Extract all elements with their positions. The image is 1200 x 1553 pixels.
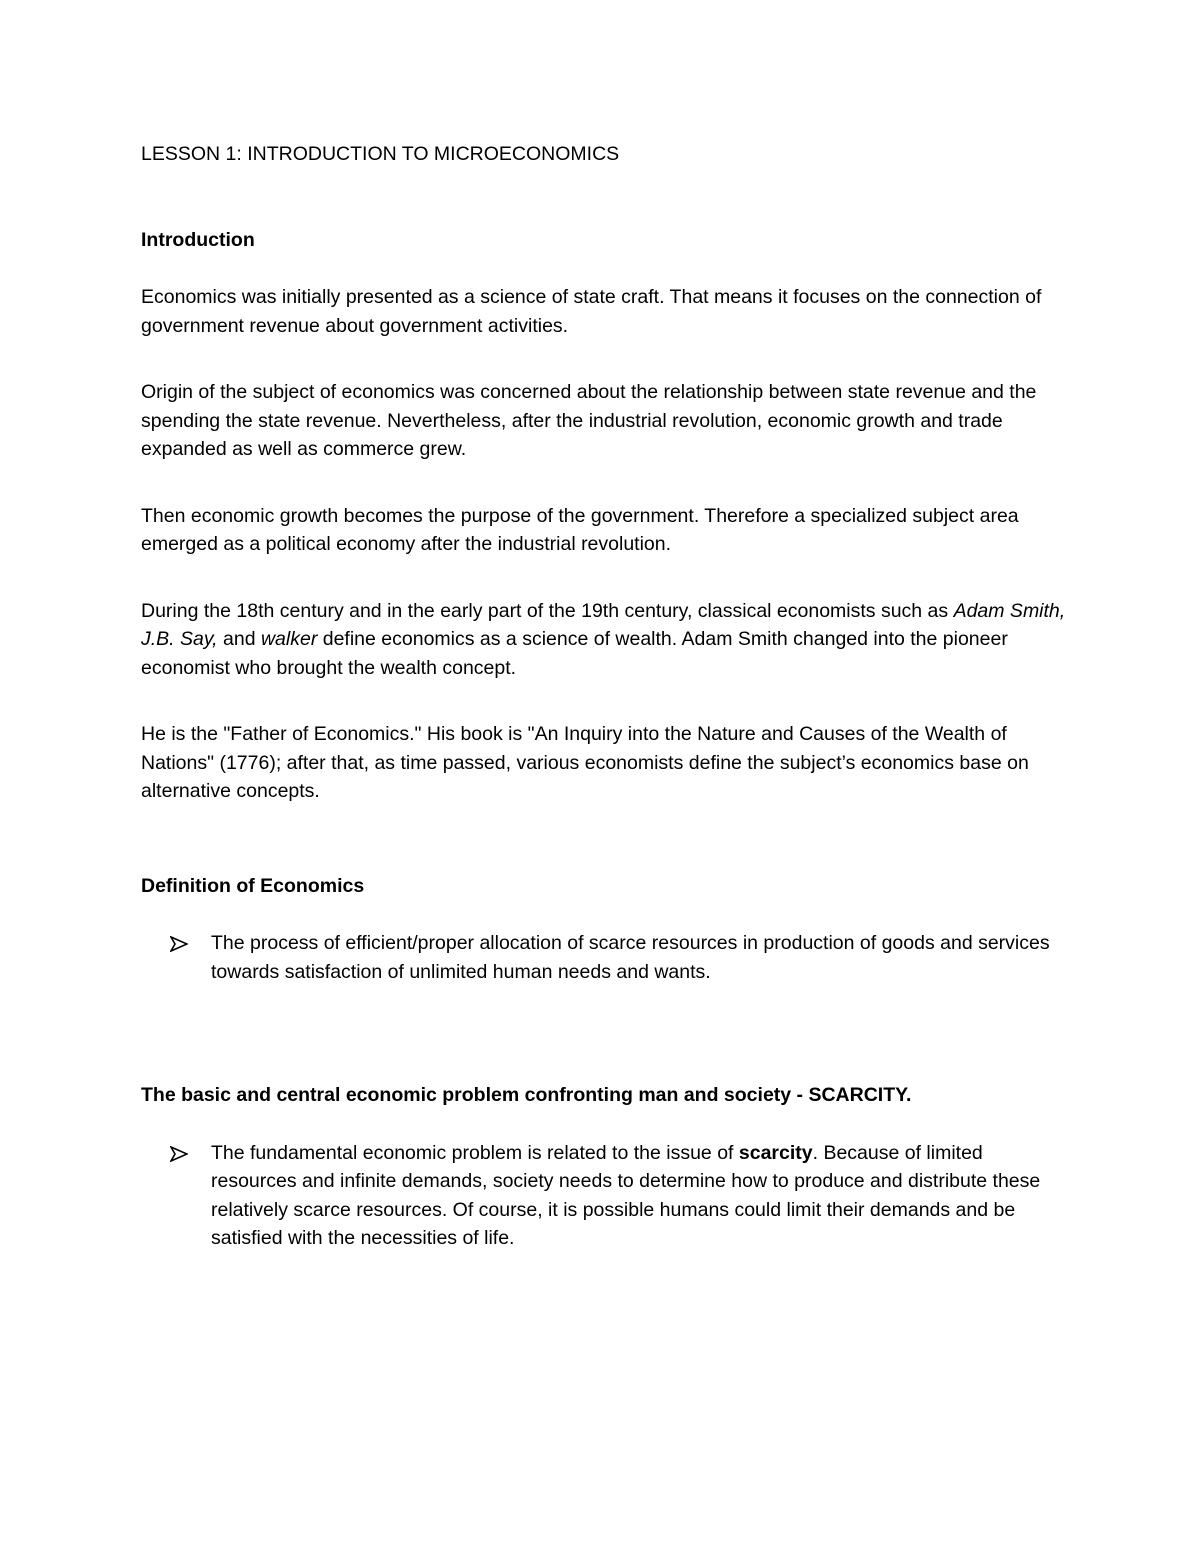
p4-before: During the 18th century and in the early part of the 19th century, classical economists such as bbox=[141, 599, 954, 622]
document-page bbox=[141, 140, 1071, 1253]
p4-and: and bbox=[217, 628, 261, 650]
scarcity-keyword: scarcity bbox=[738, 1141, 813, 1164]
definition-bullet bbox=[141, 929, 1071, 986]
intro-paragraph-1: Economics was initially presented as a science of state craft. That means it focuses on the connection of government revenue about government activities. bbox=[141, 286, 1042, 337]
lesson-title: LESSON 1: INTRODUCTION TO MICROECONOMICS bbox=[141, 143, 620, 165]
scarcity-text-after: . Because of limited resources and infinite demands, society needs to determine how to produce and distribute these relatively scarce resources. Of course, it is possible humans could limit their demands and be satisfied with the necessities of life. bbox=[211, 1141, 1041, 1249]
introduction-heading: Introduction bbox=[141, 228, 255, 251]
economist-walker: walker bbox=[260, 628, 318, 650]
arrowhead-bullet-icon bbox=[170, 929, 211, 952]
intro-paragraph-3: Then economic growth becomes the purpose of the government. Therefore a specialized subject area emerged as a political economy after the industrial revolution. bbox=[141, 504, 1019, 555]
intro-paragraph-2: Origin of the subject of economics was concerned about the relationship between state revenue and the spending the state revenue. Nevertheless, after the industrial revolution, economic growth and trade expanded as well as commerce grew. bbox=[141, 381, 1037, 460]
intro-paragraph-4 bbox=[141, 597, 1071, 683]
definition-heading: Definition of Economics bbox=[141, 874, 365, 897]
scarcity-text-before: The fundamental economic problem is related to the issue of bbox=[211, 1141, 739, 1164]
p4-after: define economics as a science of wealth. Adam Smith changed into the pioneer economist who brought the wealth concept. bbox=[141, 628, 1008, 679]
definition-bullet-text: The process of efficient/proper allocation of scarce resources in production of goods and services towards satisfaction of unlimited human needs and wants. bbox=[211, 932, 1050, 983]
scarcity-bullet bbox=[141, 1139, 1071, 1253]
scarcity-bullet-text bbox=[211, 1139, 1071, 1253]
arrowhead-bullet-icon bbox=[170, 1139, 211, 1162]
economist-names: Adam Smith, J.B. Say, bbox=[141, 599, 1066, 650]
scarcity-heading: The basic and central economic problem confronting man and society - SCARCITY. bbox=[141, 1084, 912, 1106]
intro-paragraph-5: He is the "Father of Economics." His book is "An Inquiry into the Nature and Causes of the Wealth of Nations" (1776); after that, as time passed, various economists define the subject’s economics base on alternative concepts. bbox=[141, 723, 1029, 802]
